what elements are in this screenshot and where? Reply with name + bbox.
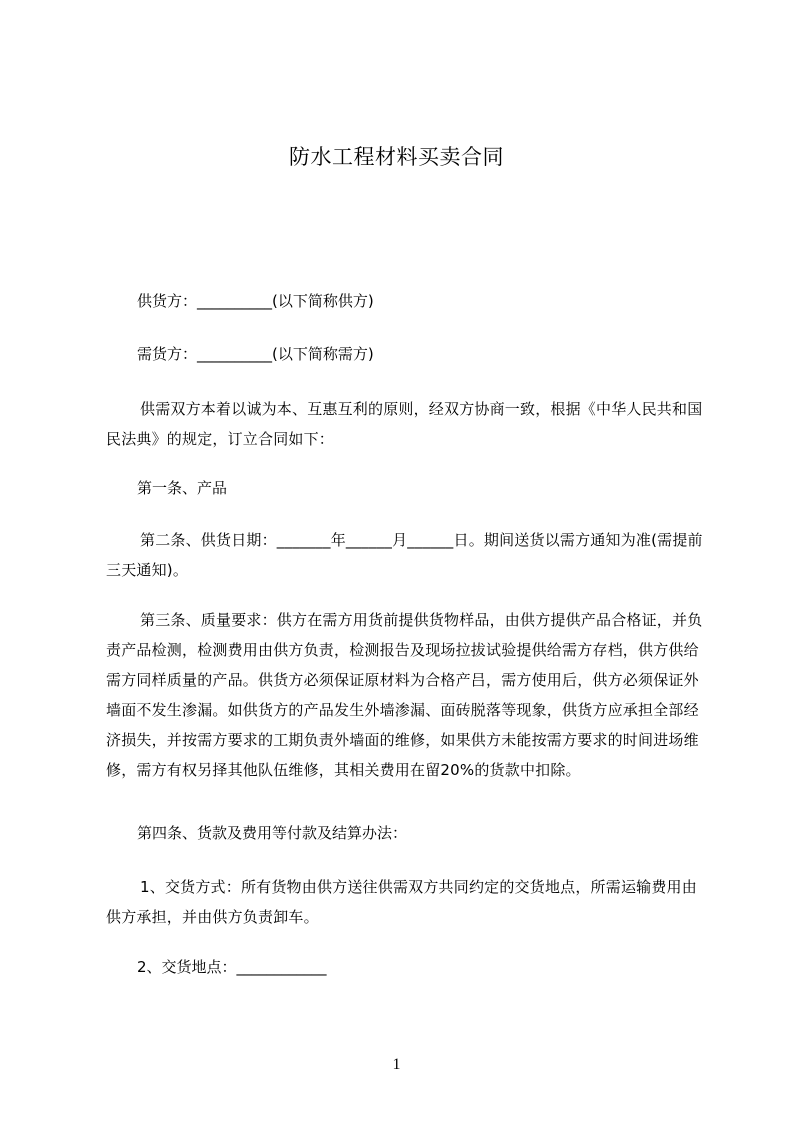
supplier-line: 供货方：__________(以下简称供方) (137, 292, 374, 310)
delivery-location-line: 2、交货地点：____________ (137, 958, 327, 976)
buyer-line: 需货方：__________(以下简称需方) (137, 345, 374, 363)
page-number: 1 (392, 1056, 401, 1073)
article-4-heading: 第四条、货款及费用等付款及结算办法： (137, 824, 408, 842)
preamble-paragraph: 供需双方本着以诚为本、互惠互利的原则，经双方协商一致，根据《中华人民共和国民法典》的规定，订立合同如下： (106, 400, 703, 448)
delivery-method-paragraph: 1、交货方式：所有货物由供方送往供需双方共同约定的交货地点，所需运输费用由供方承担，并由供方负责卸车。 (106, 878, 697, 926)
article-3-paragraph: 第三条、质量要求：供方在需方用货前提供货物样品，由供方提供产品合格证，并负责产品检测，检测费用由供方负责，检测报告及现场拉拔试验提供给需方存档，供方供给需方同样质量的产品。供货方必须保证原材料为合格产吕，需方使用后，供方必须保证外墙面不发生渗漏。如供货方的产品发生外墙渗漏、面砖脱落等现象，供货方应承担全部经济损失，并按需方要求的工期负责外墙面的维修，如果供方未能按需方要求的时间进场维修，需方有权另择其他队伍维修，其相关费用在留20%的货款中扣除。 (106, 611, 703, 779)
article-2-paragraph: 第二条、供货日期：_______年______月______日。期间送货以需方通知为准(需提前三天通知)。 (106, 531, 703, 579)
article-1-heading: 第一条、产品 (137, 479, 228, 497)
contract-title: 防水工程材料买卖合同 (289, 145, 504, 169)
